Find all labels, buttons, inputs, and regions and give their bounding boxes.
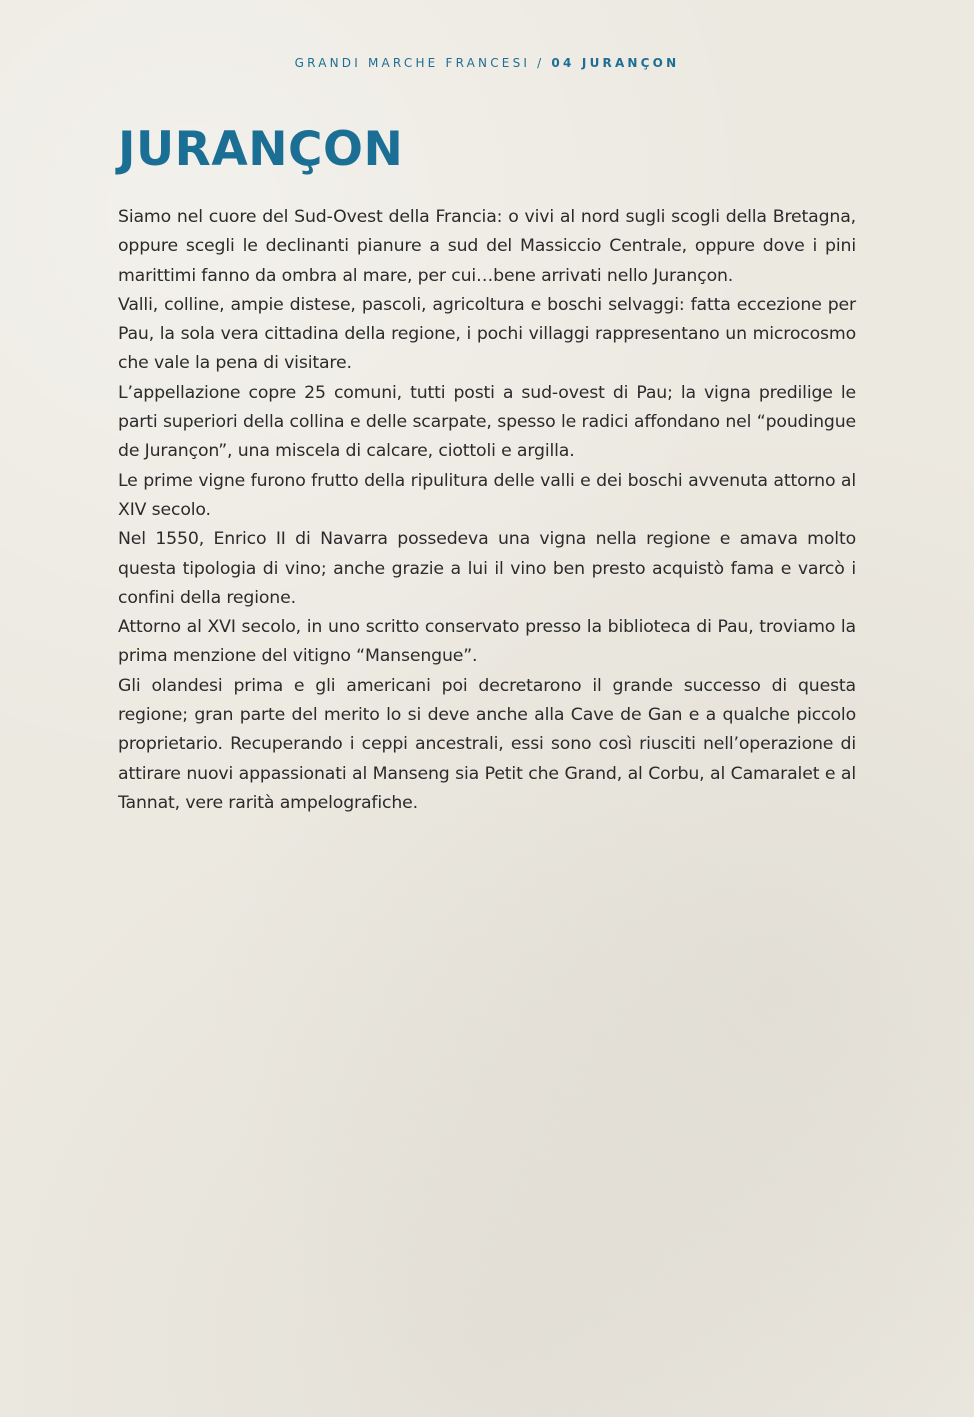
paragraph: Gli olandesi prima e gli americani poi decretarono il grande successo di questa regione; gran parte del merito lo si deve anche alla Cave de Gan e a qualche piccolo proprietario. Recuperando i ceppi ancestrali, essi sono così riusciti nell’operazione di attirare nuovi appassionati al Manseng sia Petit che Grand, al Corbu, al Camaralet e al Tannat, vere rarità ampelografiche.: [118, 675, 856, 813]
running-header: [0, 56, 974, 70]
paragraph: Siamo nel cuore del Sud-Ovest della Francia: o vivi al nord sugli scogli della Bretagna, oppure scegli le declinanti pianure a sud del Massiccio Centrale, oppure dove i pini marittimi fanno da ombra al mare, per cui…bene arrivati nello Jurançon.: [118, 207, 856, 286]
paragraph: Nel 1550, Enrico II di Navarra possedeva una vigna nella regione e amava molto questa tipologia di vino; anche grazie a lui il vino ben presto acquistò fama e varcò i confini della regione.: [118, 529, 856, 608]
header-chapter: 04 JURANÇON: [551, 56, 680, 70]
article-body: [118, 203, 856, 818]
header-series: GRANDI MARCHE FRANCESI: [294, 56, 531, 70]
paragraph: Valli, colline, ampie distese, pascoli, agricoltura e boschi selvaggi: fatta eccezione per Pau, la sola vera cittadina della regione, i pochi villaggi rappresentano un microcosmo che vale la pena di visitare.: [118, 294, 856, 374]
header-separator: /: [530, 56, 552, 70]
paragraph: L’appellazione copre 25 comuni, tutti posti a sud-ovest di Pau; la vigna predilige le parti superiori della collina e delle scarpate, spesso le radici affondano nel “poudingue de Jurançon”, una miscela di calcare, ciottoli e argilla.: [118, 382, 856, 462]
page-title: JURANÇON: [118, 122, 404, 177]
paragraph: Le prime vigne furono frutto della ripulitura delle valli e dei boschi avvenuta attorno al XIV secolo.: [118, 470, 856, 520]
paragraph: Attorno al XVI secolo, in uno scritto conservato presso la biblioteca di Pau, troviamo la prima menzione del vitigno “Mansengue”.: [118, 617, 856, 667]
